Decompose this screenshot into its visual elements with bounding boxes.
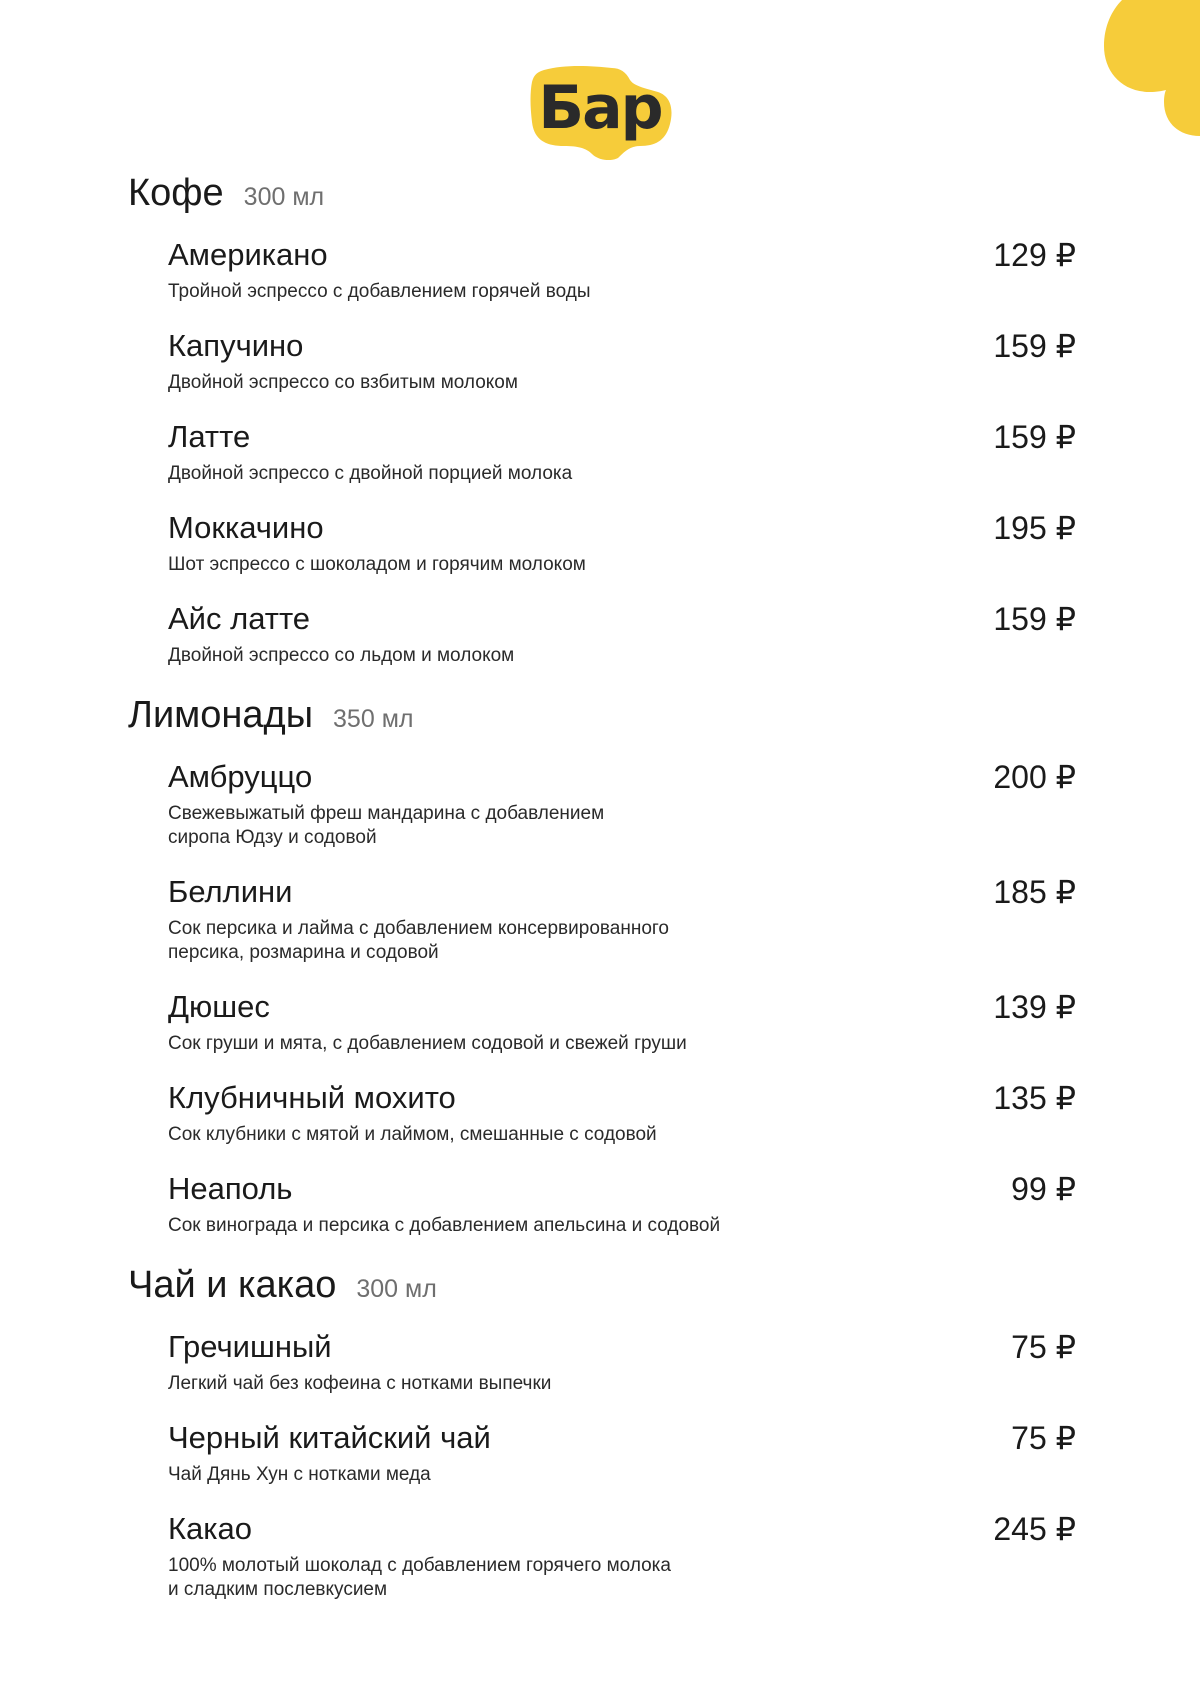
item-price: 195 ₽ (993, 510, 1076, 546)
item-price: 159 ₽ (993, 601, 1076, 637)
item-name: Амбруццо (168, 759, 313, 794)
menu-item (128, 758, 1076, 850)
item-name: Клубничный мохито (168, 1080, 456, 1115)
item-name: Гречишный (168, 1329, 332, 1364)
item-price: 200 ₽ (993, 759, 1076, 795)
item-price: 159 ₽ (993, 328, 1076, 364)
item-description: Легкий чай без кофеина с нотками выпечки (168, 1373, 552, 1394)
item-description: Тройной эспрессо с добавлением горячей воды (168, 281, 591, 302)
item-name: Американо (168, 237, 328, 272)
item-description: Шот эспрессо с шоколадом и горячим молоком (168, 554, 586, 575)
section-title: Чай и какао (128, 1264, 337, 1306)
corner-decoration (1060, 0, 1200, 140)
menu-item (128, 1079, 1076, 1147)
item-description: Сок клубники с мятой и лаймом, смешанные с содовой (168, 1124, 657, 1145)
item-description: Свежевыжатый фреш мандарина с добавлением сиропа Юдзу и содовой (168, 803, 605, 848)
menu-item (128, 1328, 1076, 1396)
item-name: Капучино (168, 328, 304, 363)
logo-title: Бар (538, 73, 662, 143)
menu-item (128, 600, 1076, 668)
menu-item (128, 509, 1076, 577)
item-name: Черный китайский чай (168, 1420, 491, 1455)
section-header (128, 1264, 1076, 1314)
item-price: 129 ₽ (993, 237, 1076, 273)
item-price: 185 ₽ (993, 874, 1076, 910)
section-lemonades (128, 694, 1076, 1238)
item-price: 75 ₽ (1011, 1420, 1076, 1456)
item-name: Моккачино (168, 510, 324, 545)
menu-item (128, 236, 1076, 304)
section-title: Лимонады (128, 694, 314, 736)
menu-item (128, 418, 1076, 486)
item-description: Сок груши и мята, с добавлением содовой и свежей груши (168, 1033, 687, 1054)
item-description: 100% молотый шоколад с добавлением горячего молока и сладким послевкусием (168, 1555, 671, 1600)
item-price: 135 ₽ (993, 1080, 1076, 1116)
item-name: Латте (168, 419, 251, 454)
item-name: Беллини (168, 874, 293, 909)
item-description: Сок персика и лайма с добавлением консервированного персика, розмарина и содовой (168, 918, 669, 963)
item-description: Чай Дянь Хун с нотками меда (168, 1464, 431, 1485)
item-name: Какао (168, 1511, 253, 1546)
item-description: Двойной эспрессо со взбитым молоком (168, 372, 518, 393)
section-tea-cocoa (128, 1264, 1076, 1602)
item-price: 139 ₽ (993, 989, 1076, 1025)
item-price: 159 ₽ (993, 419, 1076, 455)
menu-item (128, 1419, 1076, 1487)
section-volume: 300 мл (356, 1275, 437, 1303)
section-coffee (128, 172, 1076, 668)
section-title: Кофе (128, 172, 224, 214)
item-price: 75 ₽ (1011, 1329, 1076, 1365)
item-name: Неаполь (168, 1171, 293, 1206)
item-name: Дюшес (168, 989, 270, 1024)
logo-badge (526, 62, 674, 160)
menu-item (128, 1510, 1076, 1602)
menu-item (128, 988, 1076, 1056)
item-description: Двойной эспрессо с двойной порцией молока (168, 463, 573, 484)
item-description: Сок винограда и персика с добавлением апельсина и содовой (168, 1215, 721, 1236)
menu-item (128, 873, 1076, 965)
section-header (128, 694, 1076, 744)
section-header (128, 172, 1076, 222)
item-price: 99 ₽ (1011, 1171, 1076, 1207)
section-volume: 350 мл (333, 705, 414, 733)
menu (128, 172, 1076, 1628)
item-description: Двойной эспрессо со льдом и молоком (168, 645, 515, 666)
item-name: Айс латте (168, 601, 311, 636)
section-volume: 300 мл (243, 183, 325, 211)
item-price: 245 ₽ (993, 1511, 1076, 1547)
menu-item (128, 1170, 1076, 1238)
menu-item (128, 327, 1076, 395)
